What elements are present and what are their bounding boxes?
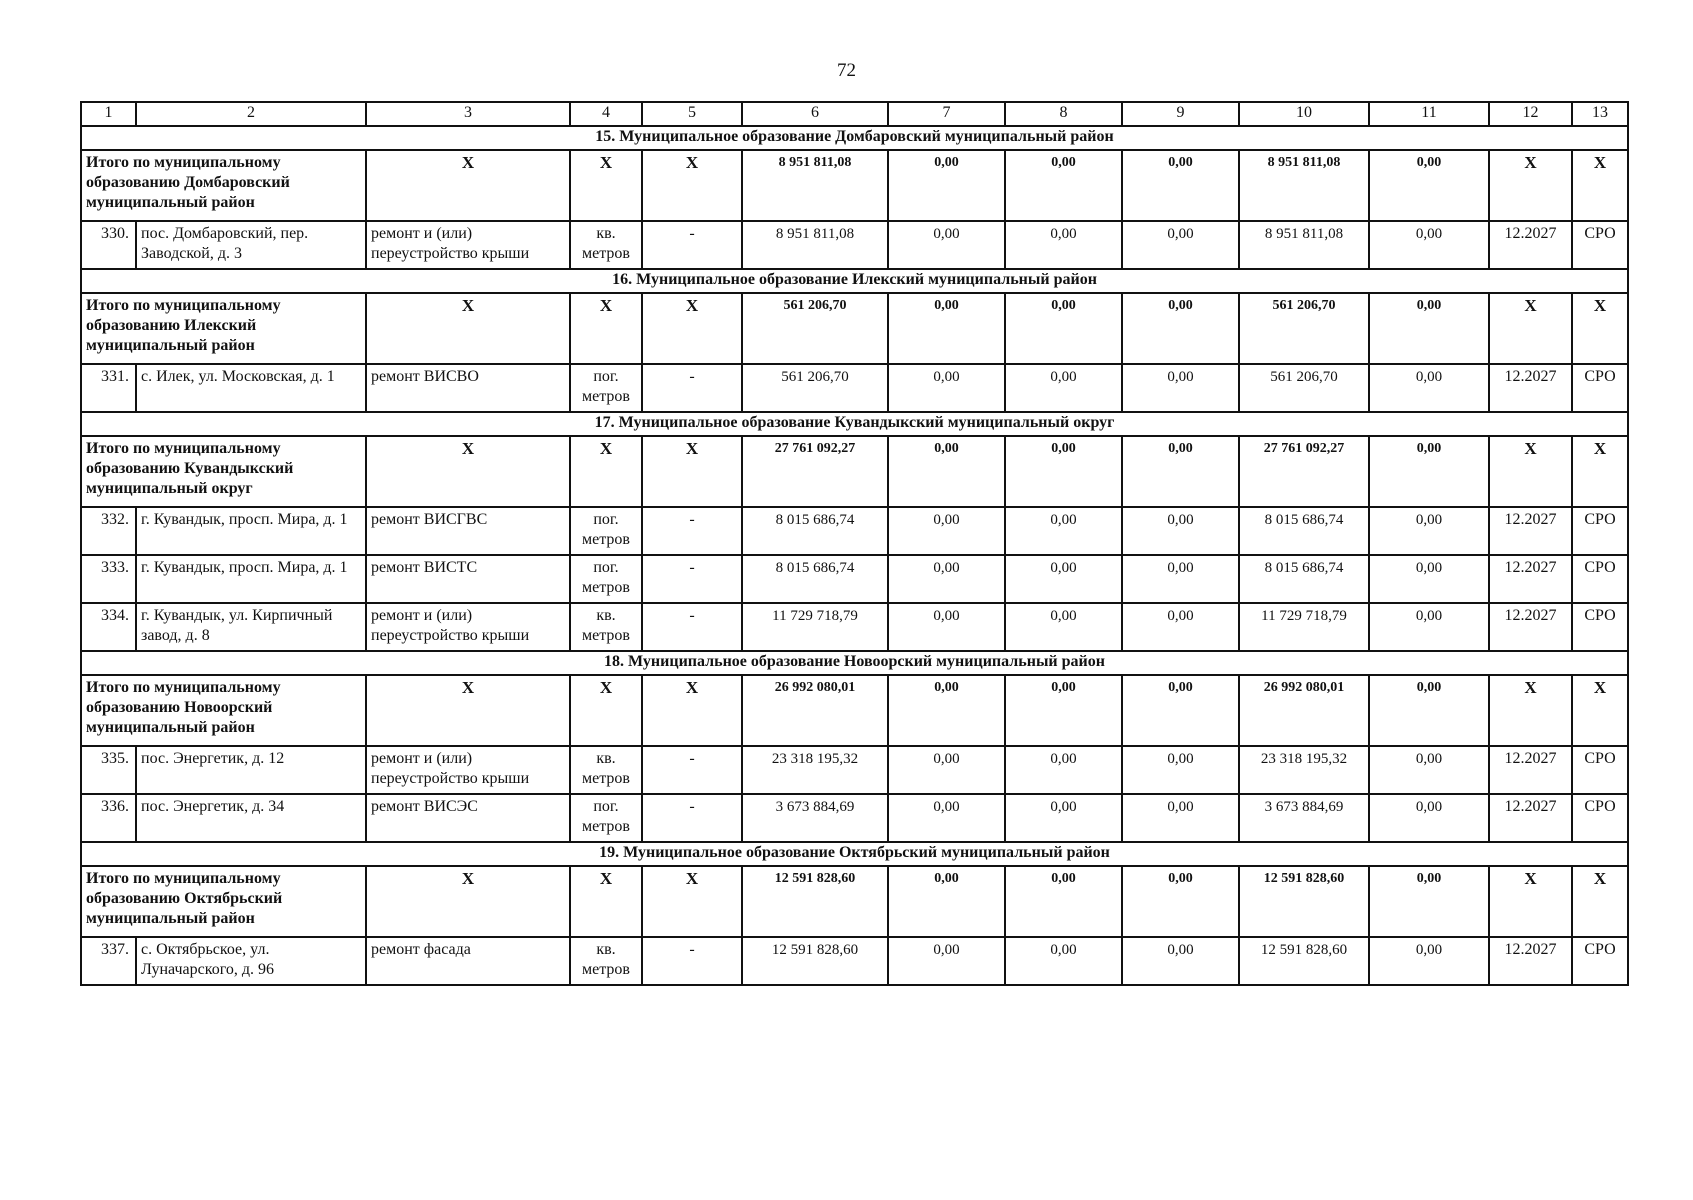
column-header: 13 bbox=[1572, 102, 1628, 126]
total-col-10: 12 591 828,60 bbox=[1239, 866, 1369, 937]
row-col-5: - bbox=[642, 364, 742, 412]
total-col-5: X bbox=[642, 293, 742, 364]
row-col-6: 8 015 686,74 bbox=[742, 555, 888, 603]
row-unit: пог. метров bbox=[570, 794, 642, 842]
row-work-type: ремонт фасада bbox=[366, 937, 570, 985]
section-title: 17. Муниципальное образование Кувандыкский муниципальный округ bbox=[81, 412, 1628, 436]
total-col-4: X bbox=[570, 436, 642, 507]
row-col-8: 0,00 bbox=[1005, 221, 1122, 269]
total-col-12: X bbox=[1489, 866, 1572, 937]
row-method: СРО bbox=[1572, 794, 1628, 842]
row-address: г. Кувандык, ул. Кирпичный завод, д. 8 bbox=[136, 603, 366, 651]
row-deadline: 12.2027 bbox=[1489, 555, 1572, 603]
row-number: 335. bbox=[81, 746, 136, 794]
row-method: СРО bbox=[1572, 937, 1628, 985]
row-deadline: 12.2027 bbox=[1489, 937, 1572, 985]
row-col-8: 0,00 bbox=[1005, 937, 1122, 985]
row-col-6: 561 206,70 bbox=[742, 364, 888, 412]
row-work-type: ремонт и (или) переустройство крыши bbox=[366, 746, 570, 794]
total-col-6: 26 992 080,01 bbox=[742, 675, 888, 746]
row-col-9: 0,00 bbox=[1122, 507, 1239, 555]
row-col-5: - bbox=[642, 221, 742, 269]
row-deadline: 12.2027 bbox=[1489, 794, 1572, 842]
row-col-6: 3 673 884,69 bbox=[742, 794, 888, 842]
total-col-3: X bbox=[366, 150, 570, 221]
row-address: г. Кувандык, просп. Мира, д. 1 bbox=[136, 507, 366, 555]
row-address: г. Кувандык, просп. Мира, д. 1 bbox=[136, 555, 366, 603]
row-col-8: 0,00 bbox=[1005, 794, 1122, 842]
table-row bbox=[81, 364, 1628, 412]
row-number: 334. bbox=[81, 603, 136, 651]
row-unit: кв. метров bbox=[570, 937, 642, 985]
row-work-type: ремонт ВИСВО bbox=[366, 364, 570, 412]
total-label: Итого по муниципальному образованию Илекский муниципальный район bbox=[81, 293, 366, 364]
section-total-row bbox=[81, 866, 1628, 937]
row-col-9: 0,00 bbox=[1122, 794, 1239, 842]
row-method: СРО bbox=[1572, 364, 1628, 412]
row-col-10: 561 206,70 bbox=[1239, 364, 1369, 412]
row-number: 330. bbox=[81, 221, 136, 269]
column-number-row bbox=[81, 102, 1628, 126]
row-col-11: 0,00 bbox=[1369, 507, 1489, 555]
row-work-type: ремонт ВИСТС bbox=[366, 555, 570, 603]
row-col-7: 0,00 bbox=[888, 507, 1005, 555]
total-col-5: X bbox=[642, 675, 742, 746]
section-total-row bbox=[81, 293, 1628, 364]
row-col-5: - bbox=[642, 603, 742, 651]
total-col-10: 561 206,70 bbox=[1239, 293, 1369, 364]
total-col-6: 561 206,70 bbox=[742, 293, 888, 364]
total-col-9: 0,00 bbox=[1122, 293, 1239, 364]
row-number: 332. bbox=[81, 507, 136, 555]
row-deadline: 12.2027 bbox=[1489, 221, 1572, 269]
total-col-5: X bbox=[642, 436, 742, 507]
total-col-11: 0,00 bbox=[1369, 293, 1489, 364]
row-col-10: 11 729 718,79 bbox=[1239, 603, 1369, 651]
row-work-type: ремонт и (или) переустройство крыши bbox=[366, 221, 570, 269]
row-col-6: 23 318 195,32 bbox=[742, 746, 888, 794]
row-unit: кв. метров bbox=[570, 746, 642, 794]
row-col-11: 0,00 bbox=[1369, 603, 1489, 651]
row-col-10: 3 673 884,69 bbox=[1239, 794, 1369, 842]
row-deadline: 12.2027 bbox=[1489, 603, 1572, 651]
total-col-13: X bbox=[1572, 866, 1628, 937]
row-method: СРО bbox=[1572, 603, 1628, 651]
total-col-12: X bbox=[1489, 293, 1572, 364]
total-col-4: X bbox=[570, 866, 642, 937]
row-col-8: 0,00 bbox=[1005, 603, 1122, 651]
page-number: 72 bbox=[837, 60, 856, 81]
total-col-13: X bbox=[1572, 675, 1628, 746]
total-col-3: X bbox=[366, 866, 570, 937]
row-work-type: ремонт ВИСГВС bbox=[366, 507, 570, 555]
row-col-11: 0,00 bbox=[1369, 364, 1489, 412]
row-col-7: 0,00 bbox=[888, 794, 1005, 842]
total-label: Итого по муниципальному образованию Кувандыкский муниципальный округ bbox=[81, 436, 366, 507]
total-col-8: 0,00 bbox=[1005, 150, 1122, 221]
total-col-7: 0,00 bbox=[888, 675, 1005, 746]
total-col-4: X bbox=[570, 675, 642, 746]
total-col-8: 0,00 bbox=[1005, 675, 1122, 746]
section-header-row bbox=[81, 269, 1628, 293]
section-header-row bbox=[81, 412, 1628, 436]
row-col-11: 0,00 bbox=[1369, 746, 1489, 794]
row-method: СРО bbox=[1572, 507, 1628, 555]
row-address: с. Октябрьское, ул. Луначарского, д. 96 bbox=[136, 937, 366, 985]
total-col-3: X bbox=[366, 293, 570, 364]
row-number: 336. bbox=[81, 794, 136, 842]
total-col-11: 0,00 bbox=[1369, 675, 1489, 746]
row-col-7: 0,00 bbox=[888, 746, 1005, 794]
row-address: пос. Энергетик, д. 34 bbox=[136, 794, 366, 842]
row-col-8: 0,00 bbox=[1005, 364, 1122, 412]
column-header: 2 bbox=[136, 102, 366, 126]
section-title: 19. Муниципальное образование Октябрьский муниципальный район bbox=[81, 842, 1628, 866]
row-method: СРО bbox=[1572, 555, 1628, 603]
section-title: 16. Муниципальное образование Илекский муниципальный район bbox=[81, 269, 1628, 293]
row-col-10: 8 951 811,08 bbox=[1239, 221, 1369, 269]
row-address: пос. Энергетик, д. 12 bbox=[136, 746, 366, 794]
total-col-7: 0,00 bbox=[888, 293, 1005, 364]
row-number: 331. bbox=[81, 364, 136, 412]
total-col-6: 8 951 811,08 bbox=[742, 150, 888, 221]
total-col-11: 0,00 bbox=[1369, 436, 1489, 507]
column-header: 12 bbox=[1489, 102, 1572, 126]
total-col-12: X bbox=[1489, 150, 1572, 221]
column-header: 9 bbox=[1122, 102, 1239, 126]
total-col-7: 0,00 bbox=[888, 866, 1005, 937]
section-header-row bbox=[81, 842, 1628, 866]
row-col-5: - bbox=[642, 555, 742, 603]
row-col-11: 0,00 bbox=[1369, 221, 1489, 269]
total-col-4: X bbox=[570, 293, 642, 364]
total-col-12: X bbox=[1489, 675, 1572, 746]
row-col-8: 0,00 bbox=[1005, 555, 1122, 603]
row-deadline: 12.2027 bbox=[1489, 746, 1572, 794]
row-col-6: 8 951 811,08 bbox=[742, 221, 888, 269]
section-header-row bbox=[81, 651, 1628, 675]
row-work-type: ремонт ВИСЭС bbox=[366, 794, 570, 842]
row-col-9: 0,00 bbox=[1122, 221, 1239, 269]
total-col-11: 0,00 bbox=[1369, 150, 1489, 221]
total-col-8: 0,00 bbox=[1005, 293, 1122, 364]
total-col-9: 0,00 bbox=[1122, 866, 1239, 937]
total-col-7: 0,00 bbox=[888, 436, 1005, 507]
total-col-6: 27 761 092,27 bbox=[742, 436, 888, 507]
table-row bbox=[81, 794, 1628, 842]
table-row bbox=[81, 937, 1628, 985]
row-col-8: 0,00 bbox=[1005, 507, 1122, 555]
section-total-row bbox=[81, 436, 1628, 507]
total-col-11: 0,00 bbox=[1369, 866, 1489, 937]
row-unit: пог. метров bbox=[570, 507, 642, 555]
row-col-9: 0,00 bbox=[1122, 555, 1239, 603]
row-col-9: 0,00 bbox=[1122, 746, 1239, 794]
total-col-7: 0,00 bbox=[888, 150, 1005, 221]
section-title: 15. Муниципальное образование Домбаровский муниципальный район bbox=[81, 126, 1628, 150]
row-number: 333. bbox=[81, 555, 136, 603]
total-col-3: X bbox=[366, 675, 570, 746]
column-header: 7 bbox=[888, 102, 1005, 126]
row-col-5: - bbox=[642, 507, 742, 555]
column-header: 6 bbox=[742, 102, 888, 126]
row-address: пос. Домбаровский, пер. Заводской, д. 3 bbox=[136, 221, 366, 269]
row-col-7: 0,00 bbox=[888, 364, 1005, 412]
table-row bbox=[81, 603, 1628, 651]
total-col-12: X bbox=[1489, 436, 1572, 507]
row-col-7: 0,00 bbox=[888, 221, 1005, 269]
row-col-5: - bbox=[642, 937, 742, 985]
total-col-13: X bbox=[1572, 436, 1628, 507]
column-header: 8 bbox=[1005, 102, 1122, 126]
row-col-5: - bbox=[642, 746, 742, 794]
section-header-row bbox=[81, 126, 1628, 150]
total-label: Итого по муниципальному образованию Домбаровский муниципальный район bbox=[81, 150, 366, 221]
column-header: 5 bbox=[642, 102, 742, 126]
row-col-9: 0,00 bbox=[1122, 603, 1239, 651]
row-unit: кв. метров bbox=[570, 221, 642, 269]
total-col-3: X bbox=[366, 436, 570, 507]
row-method: СРО bbox=[1572, 746, 1628, 794]
total-col-9: 0,00 bbox=[1122, 150, 1239, 221]
column-header: 3 bbox=[366, 102, 570, 126]
row-col-5: - bbox=[642, 794, 742, 842]
row-col-6: 12 591 828,60 bbox=[742, 937, 888, 985]
row-col-10: 12 591 828,60 bbox=[1239, 937, 1369, 985]
total-col-5: X bbox=[642, 866, 742, 937]
total-col-9: 0,00 bbox=[1122, 436, 1239, 507]
row-col-10: 8 015 686,74 bbox=[1239, 507, 1369, 555]
total-col-10: 8 951 811,08 bbox=[1239, 150, 1369, 221]
table-row bbox=[81, 507, 1628, 555]
section-total-row bbox=[81, 150, 1628, 221]
total-col-6: 12 591 828,60 bbox=[742, 866, 888, 937]
total-col-10: 26 992 080,01 bbox=[1239, 675, 1369, 746]
capital-repair-table bbox=[80, 101, 1629, 986]
row-work-type: ремонт и (или) переустройство крыши bbox=[366, 603, 570, 651]
section-title: 18. Муниципальное образование Новоорский муниципальный район bbox=[81, 651, 1628, 675]
table-row bbox=[81, 221, 1628, 269]
row-col-8: 0,00 bbox=[1005, 746, 1122, 794]
row-unit: кв. метров bbox=[570, 603, 642, 651]
total-col-13: X bbox=[1572, 293, 1628, 364]
row-col-9: 0,00 bbox=[1122, 364, 1239, 412]
row-deadline: 12.2027 bbox=[1489, 364, 1572, 412]
row-col-6: 8 015 686,74 bbox=[742, 507, 888, 555]
row-col-7: 0,00 bbox=[888, 555, 1005, 603]
table-row bbox=[81, 746, 1628, 794]
total-col-8: 0,00 bbox=[1005, 436, 1122, 507]
row-col-6: 11 729 718,79 bbox=[742, 603, 888, 651]
row-col-11: 0,00 bbox=[1369, 937, 1489, 985]
row-col-10: 8 015 686,74 bbox=[1239, 555, 1369, 603]
table-body bbox=[81, 102, 1628, 985]
total-col-5: X bbox=[642, 150, 742, 221]
row-method: СРО bbox=[1572, 221, 1628, 269]
total-col-8: 0,00 bbox=[1005, 866, 1122, 937]
row-col-7: 0,00 bbox=[888, 937, 1005, 985]
total-label: Итого по муниципальному образованию Октябрьский муниципальный район bbox=[81, 866, 366, 937]
total-col-9: 0,00 bbox=[1122, 675, 1239, 746]
row-col-9: 0,00 bbox=[1122, 937, 1239, 985]
row-unit: пог. метров bbox=[570, 364, 642, 412]
total-col-4: X bbox=[570, 150, 642, 221]
row-col-10: 23 318 195,32 bbox=[1239, 746, 1369, 794]
row-col-11: 0,00 bbox=[1369, 555, 1489, 603]
row-col-11: 0,00 bbox=[1369, 794, 1489, 842]
total-label: Итого по муниципальному образованию Новоорский муниципальный район bbox=[81, 675, 366, 746]
section-total-row bbox=[81, 675, 1628, 746]
row-deadline: 12.2027 bbox=[1489, 507, 1572, 555]
row-unit: пог. метров bbox=[570, 555, 642, 603]
column-header: 1 bbox=[81, 102, 136, 126]
total-col-13: X bbox=[1572, 150, 1628, 221]
total-col-10: 27 761 092,27 bbox=[1239, 436, 1369, 507]
row-col-7: 0,00 bbox=[888, 603, 1005, 651]
column-header: 4 bbox=[570, 102, 642, 126]
row-number: 337. bbox=[81, 937, 136, 985]
row-address: с. Илек, ул. Московская, д. 1 bbox=[136, 364, 366, 412]
column-header: 11 bbox=[1369, 102, 1489, 126]
table-row bbox=[81, 555, 1628, 603]
column-header: 10 bbox=[1239, 102, 1369, 126]
